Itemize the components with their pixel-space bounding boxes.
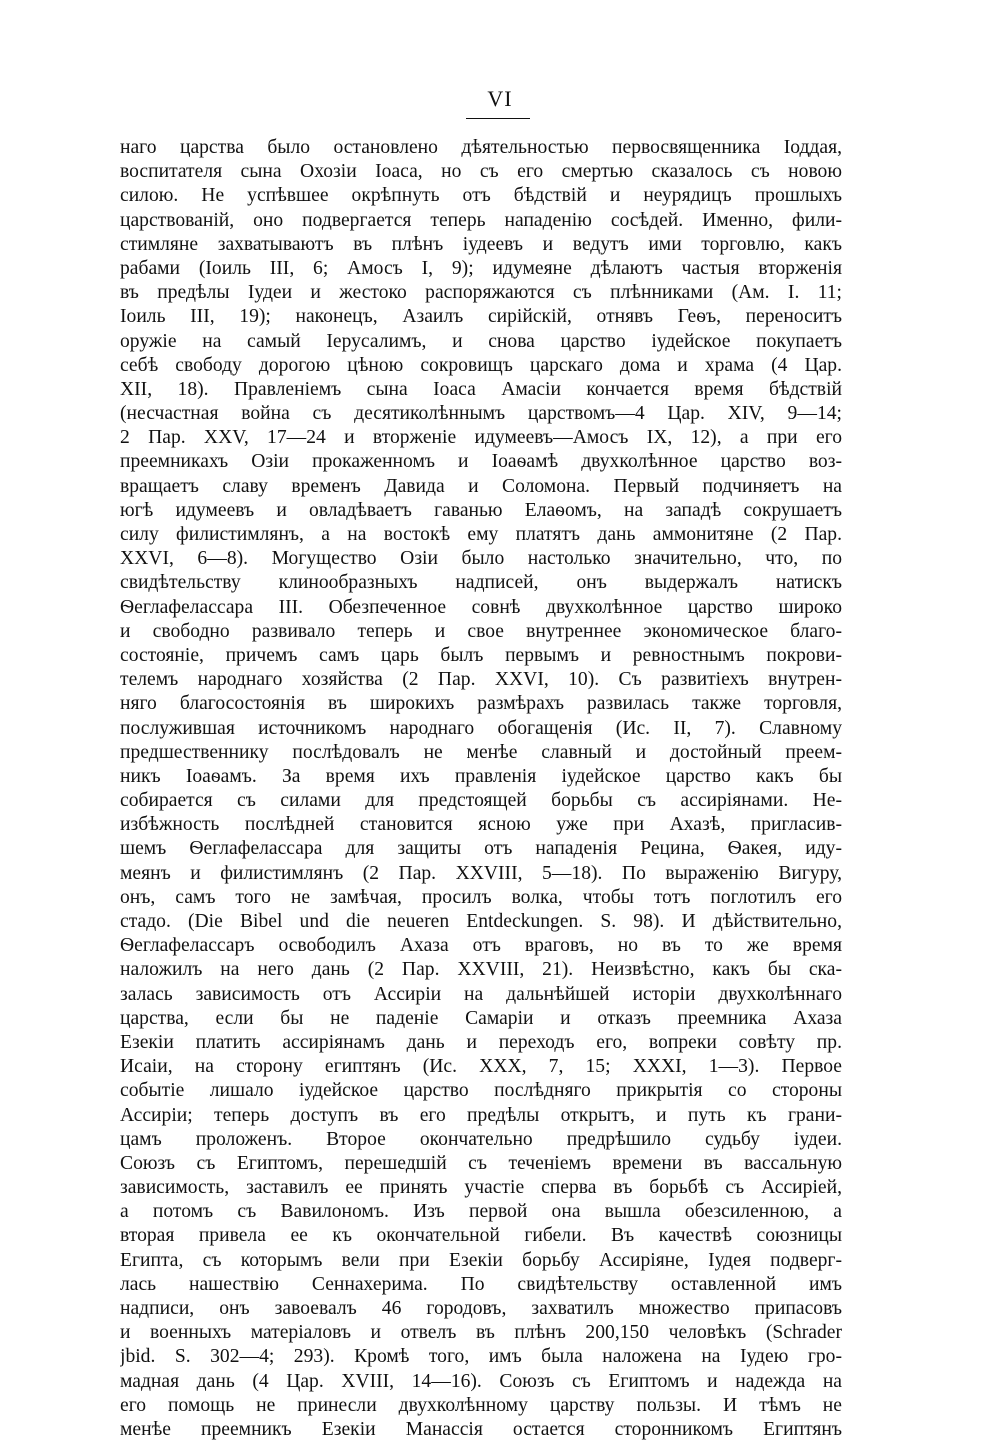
text-line: Ѳеглафелассара III. Обезпеченное совнѣ двухколѣнное царство широко [120,596,842,618]
text-line: Исаіи, на сторону египтянъ (Ис. XXX, 7, 15; XXXI, 1—3). Первое [120,1056,842,1078]
text-line: лась нашествію Сеннахерима. По свидѣтельству оставленной имъ [120,1273,842,1295]
text-line: вторая привела ее къ окончательной гибели. Въ качествѣ союзницы [120,1225,842,1247]
text-line: собирается съ силами для предстоящей борьбы съ ассиріянами. Не- [120,790,842,812]
text-line: Езекіи платить ассиріянамъ дань и переходъ его, вопреки совѣту пр. [120,1031,842,1053]
text-line: меянъ и филистимлянъ (2 Пар. XXVIII, 5—18). По выраженію Вигуру, [120,862,842,884]
text-line: телемъ народнаго хозяйства (2 Пар. XXVI, 10). Съ развитіехъ внутрен- [120,669,842,691]
text-line: въ предѣлы Іудеи и жестоко распоряжаются съ плѣнниками (Ам. I. 11; [120,282,842,304]
text-line: Іоиль III, 19); наконецъ, Азаилъ сирійскій, отнявъ Геѳъ, переноситъ [120,306,842,328]
text-line: зависимость, заставилъ ее принять участіе сперва въ борьбѣ съ Ассиріей, [120,1177,842,1199]
text-line: няго благосостоянія въ широкихъ размѣрахъ развилась также торговля, [120,693,842,715]
text-line: царствованій, оно подвергается теперь нападенію сосѣдей. Именно, фили- [120,209,842,231]
text-line: рабами (Іоиль III, 6; Амосъ I, 9); идумеяне дѣлаютъ частыя вторженія [120,257,842,279]
text-line: югѣ идумеевъ и овладѣваетъ гаванью Елаѳомъ, на западѣ сокрушаетъ [120,499,842,521]
text-line: никъ Іоаѳамъ. За время ихъ правленія іудейское царство какъ бы [120,765,842,787]
page-number: VI [487,86,513,111]
text-line: шемъ Ѳеглафелассара для защиты отъ нападенія Рецина, Ѳакея, иду- [120,838,842,860]
text-line: Египта, съ которымъ вели при Езекіи борьбу Ассиріяне, Іудея подверг- [120,1249,842,1271]
text-line: свидѣтельству клинообразныхъ надписей, онъ выдержалъ натискъ [120,572,842,594]
text-line: состояніе, причемъ самъ царь былъ первымъ и ревностнымъ покрови- [120,644,842,666]
text-line: и военныхъ матеріаловъ и отвелъ въ плѣнъ 200,150 человѣкъ (Schrader [120,1322,842,1344]
text-line: 2 Пар. XXV, 17—24 и вторженіе идумеевъ—Амосъ IX, 12), а при его [120,427,842,449]
text-line: а потомъ съ Вавилономъ. Изъ первой она вышла обезсиленною, а [120,1201,842,1223]
text-line: цамъ проложенъ. Второе окончательно предрѣшило судьбу іудеи. [120,1128,842,1150]
text-line: силою. Не успѣвшее окрѣпнуть отъ бѣдствій и неурядицъ прошлыхъ [120,185,842,207]
text-line: онъ, самъ того не замѣчая, просилъ волка, чтобы тотъ поглотилъ его [120,886,842,908]
text-line: Союзъ съ Египтомъ, перешедшій съ теченіемъ времени въ вассальную [120,1152,842,1174]
text-line: послужившая источникомъ народнаго обогащенія (Ис. II, 7). Славному [120,717,842,739]
text-line: XII, 18). Правленіемъ сына Іоаса Амасіи кончается время бѣдствій [120,378,842,400]
text-line: залась зависимость отъ Ассиріи на дальнѣйшей исторіи двухколѣннаго [120,983,842,1005]
text-line: оружіе на самый Іерусалимъ, и снова царство іудейское покупаетъ [120,330,842,352]
page-number-underline [466,118,530,119]
text-line: jbid. S. 302—4; 293). Кромѣ того, имъ была наложена на Іудею гро- [120,1346,842,1368]
text-line: XXVI, 6—8). Могущество Озіи было настолько значительно, что, по [120,548,842,570]
text-line: Ѳеглафелассаръ освободилъ Ахаза отъ враговъ, но въ то же время [120,935,842,957]
text-line: силу филистимлянъ, а на востокѣ ему платятъ дань аммонитяне (2 Пар. [120,524,842,545]
text-line: его помощь не принесли двухколѣнному царству пользы. И тѣмъ не [120,1394,842,1416]
text-line: себѣ свободу дорогою цѣною сокровищъ царскаго дома и храма (4 Цар. [120,354,842,376]
text-line: стадо. (Die Bibel und die neueren Entdeckungen. S. 98). И дѣйствительно, [120,911,842,932]
text-line: наложилъ на него дань (2 Пар. XXVIII, 21). Неизвѣстно, какъ бы ска- [120,959,842,981]
text-line: мадная дань (4 Цар. XVIII, 14—16). Союзъ съ Египтомъ и надежда на [120,1370,842,1392]
text-line: менѣе преемникъ Езекіи Манассія остается сторонникомъ Египтянъ [120,1418,842,1440]
text-line: преемникахъ Озіи прокаженномъ и Іоаѳамѣ двухколѣнное царство воз- [120,451,842,473]
text-line: царства, если бы не паденіе Самаріи и отказъ преемника Ахаза [120,1007,842,1029]
text-line: предшественнику послѣдовалъ не менѣе славный и достойный преем- [120,741,842,763]
text-line: событіе лишало іудейское царство послѣдняго прикрытія со стороны [120,1080,842,1102]
text-line: Ассиріи; теперь доступъ въ его предѣлы открытъ, и путь къ грани- [120,1104,842,1126]
text-line: и свободно развивало теперь и свое внутреннее экономическое благо- [120,620,842,642]
text-line: наго царства было остановлено дѣятельностью первосвященника Іоддая, [120,137,842,158]
text-line: надписи, онъ завоевалъ 46 городовъ, захватилъ множество припасовъ [120,1298,842,1319]
text-line: воспитателя сына Охозіи Іоаса, но съ его смертью сказалось съ новою [120,161,842,183]
text-line: стимляне захватываютъ въ плѣнъ іудеевъ и ведутъ ими торговлю, какъ [120,233,842,255]
body-text [120,136,842,1442]
text-line: избѣжность послѣдней становится ясною уже при Ахазѣ, пригласив- [120,814,842,836]
text-line: вращаетъ славу временъ Давида и Соломона. Первый подчиняетъ на [120,475,842,497]
text-line: (несчастная война съ десятиколѣннымъ царствомъ—4 Цар. XIV, 9—14; [120,403,842,425]
